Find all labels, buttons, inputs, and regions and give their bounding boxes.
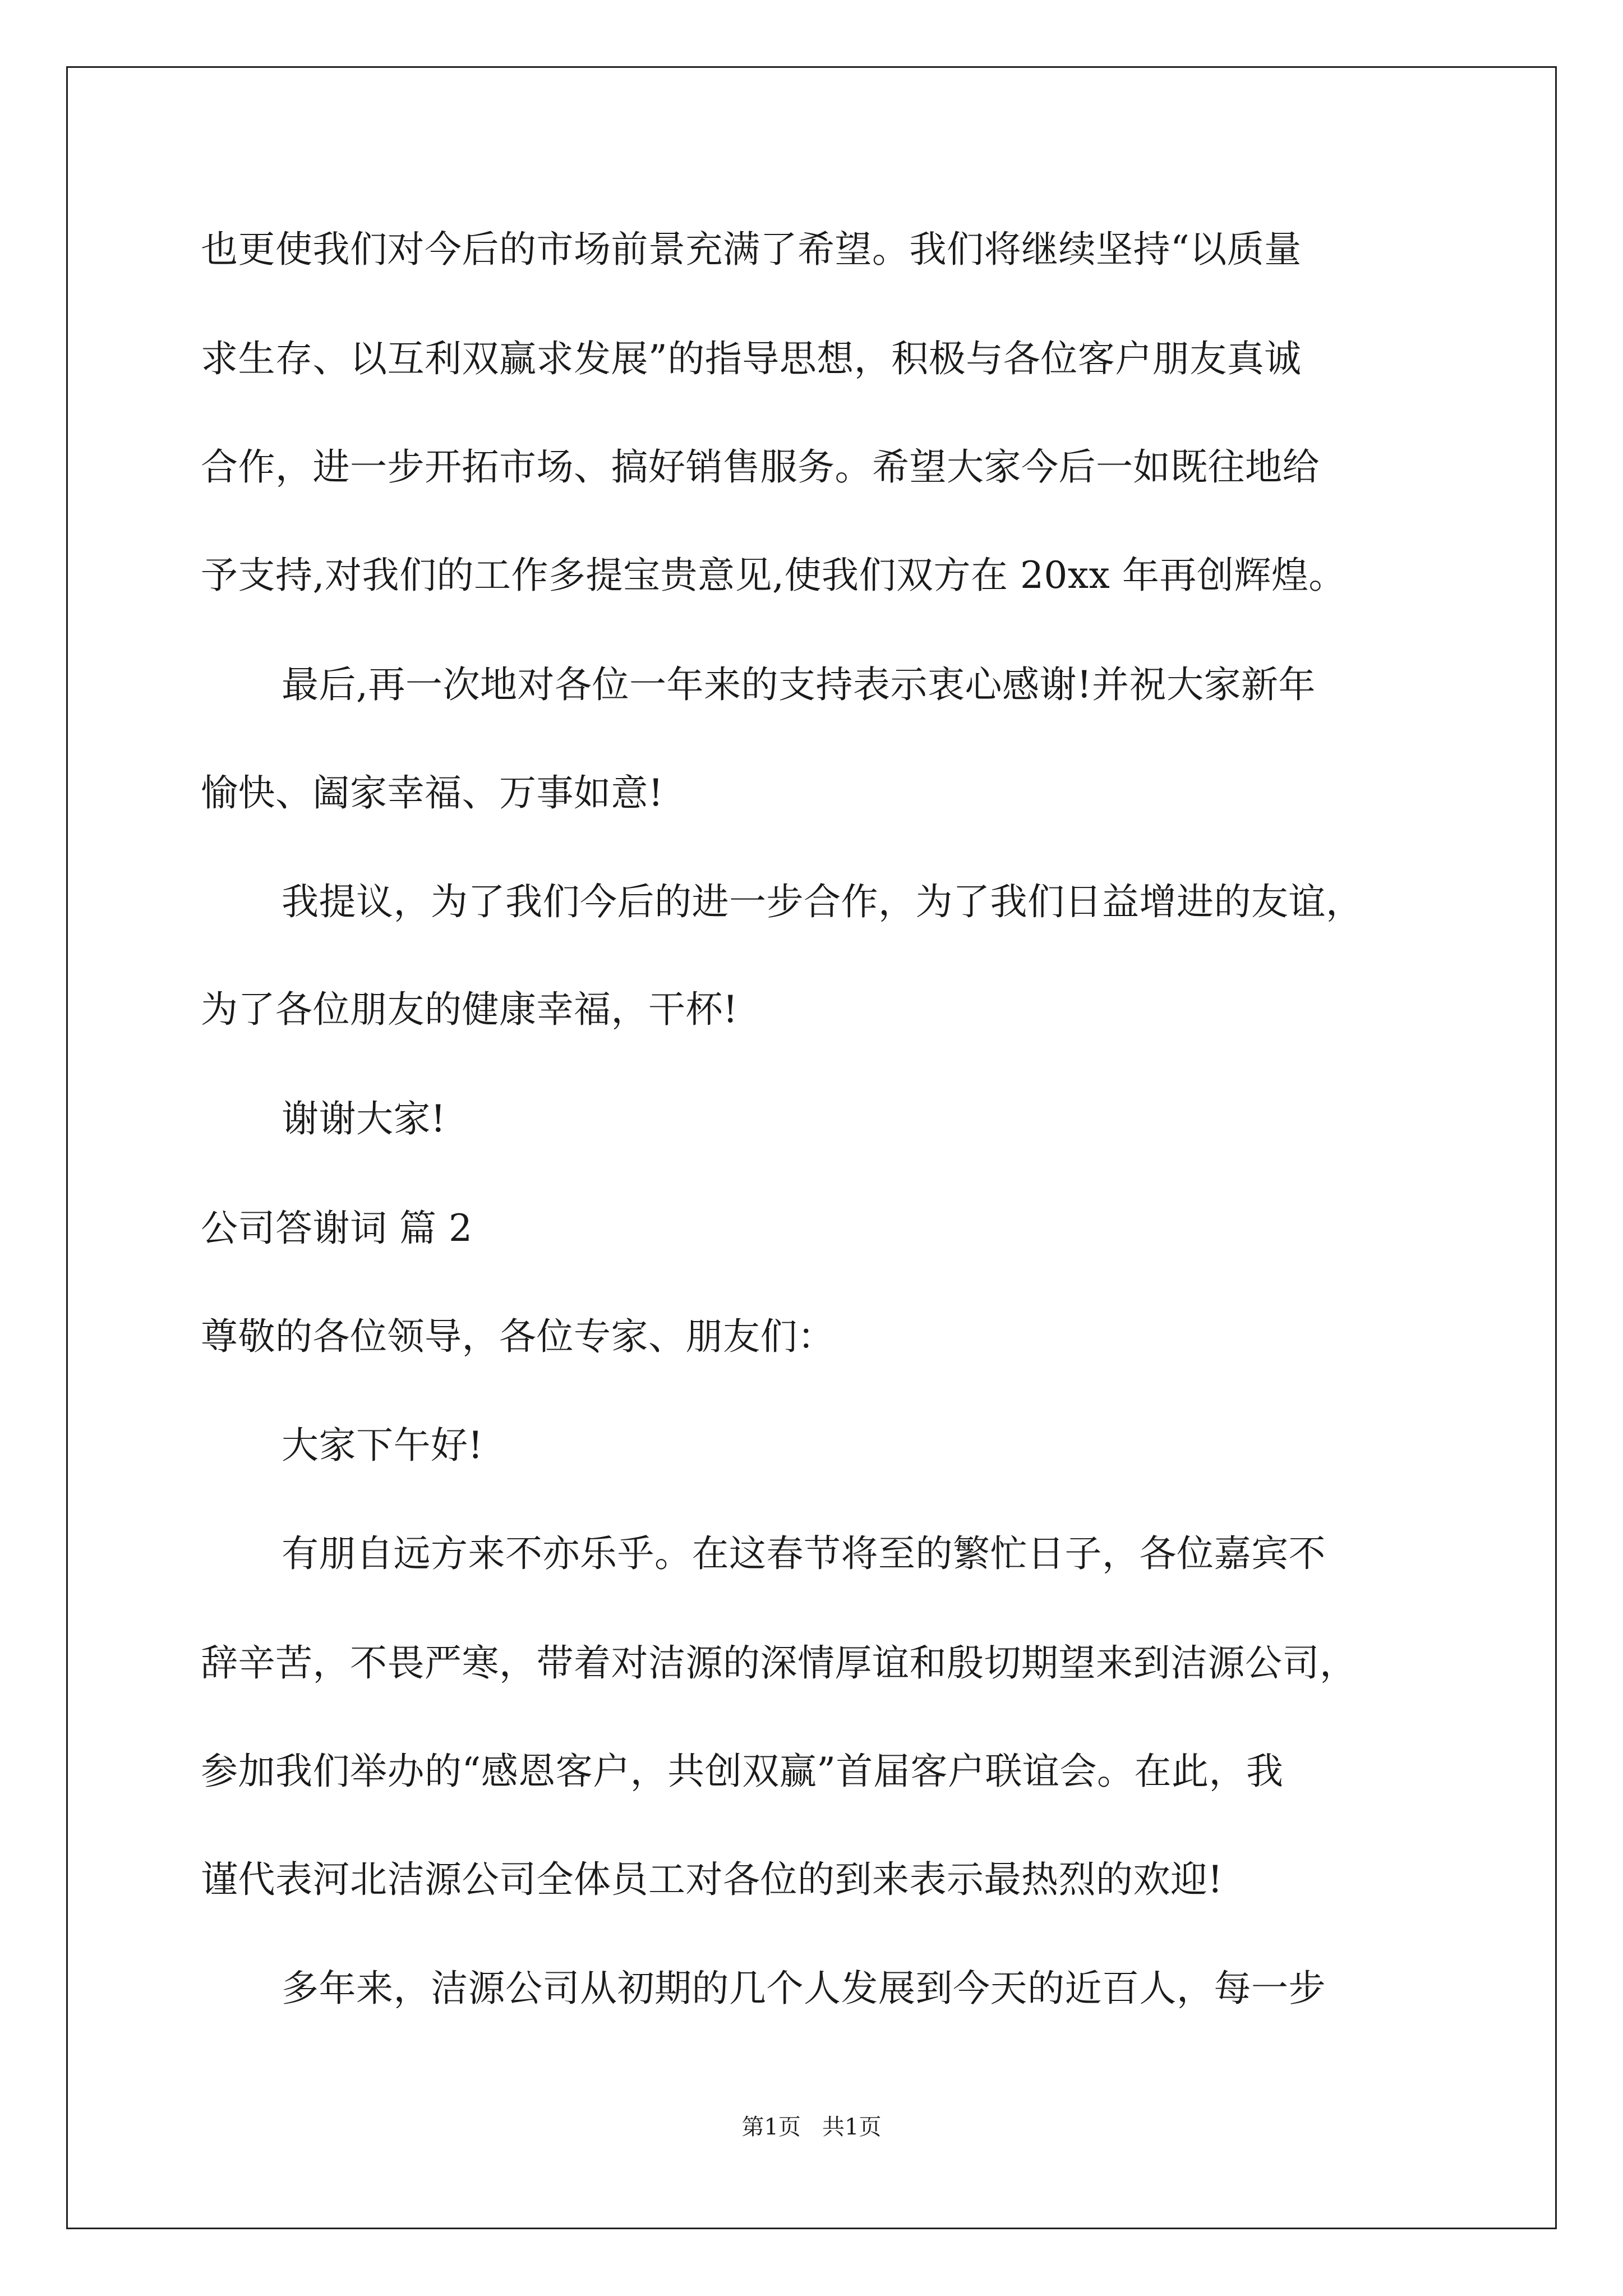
paragraph-line-13: 有朋自远方来不亦乐乎。在这春节将至的繁忙日子，各位嘉宾不: [282, 1532, 1326, 1575]
paragraph-line-15: 参加我们举办的“感恩客户，共创双赢”首届客户联谊会。在此，我: [201, 1750, 1284, 1793]
paragraph-line-17: 多年来，洁源公司从初期的几个人发展到今天的近百人，每一步: [282, 1967, 1326, 2010]
greeting: 大家下午好!: [282, 1424, 483, 1467]
paragraph-line-6: 愉快、阖家幸福、万事如意!: [201, 771, 664, 815]
paragraph-line-2: 求生存、以互利双赢求发展”的指导思想，积极与各位客户朋友真诚: [201, 337, 1302, 380]
paragraph-line-3: 合作，进一步开拓市场、搞好销售服务。希望大家今后一如既往地给: [201, 445, 1320, 489]
paragraph-line-7: 我提议，为了我们今后的进一步合作，为了我们日益增进的友谊，: [282, 880, 1363, 923]
paragraph-line-16: 谨代表河北洁源公司全体员工对各位的到来表示最热烈的欢迎!: [201, 1858, 1223, 1901]
paragraph-line-8: 为了各位朋友的健康幸福，干杯!: [201, 988, 739, 1031]
paragraph-line-4: 予支持,对我们的工作多提宝贵意见,使我们双方在 20xx 年再创辉煌。: [201, 554, 1346, 597]
salutation: 尊敬的各位领导，各位专家、朋友们：: [201, 1315, 835, 1358]
paragraph-line-9: 谢谢大家!: [282, 1097, 446, 1140]
paragraph-line-14: 辞辛苦，不畏严寒，带着对洁源的深情厚谊和殷切期望来到洁源公司，: [201, 1641, 1357, 1685]
page-number-footer: 第1页 共1页: [741, 2114, 882, 2140]
section-heading: 公司答谢词 篇 2: [201, 1207, 473, 1250]
paragraph-line-5: 最后,再一次地对各位一年来的支持表示衷心感谢!并祝大家新年: [282, 663, 1316, 706]
paragraph-line-1: 也更使我们对今后的市场前景充满了希望。我们将继续坚持“以质量: [201, 228, 1302, 271]
page-border: [66, 66, 1557, 2229]
